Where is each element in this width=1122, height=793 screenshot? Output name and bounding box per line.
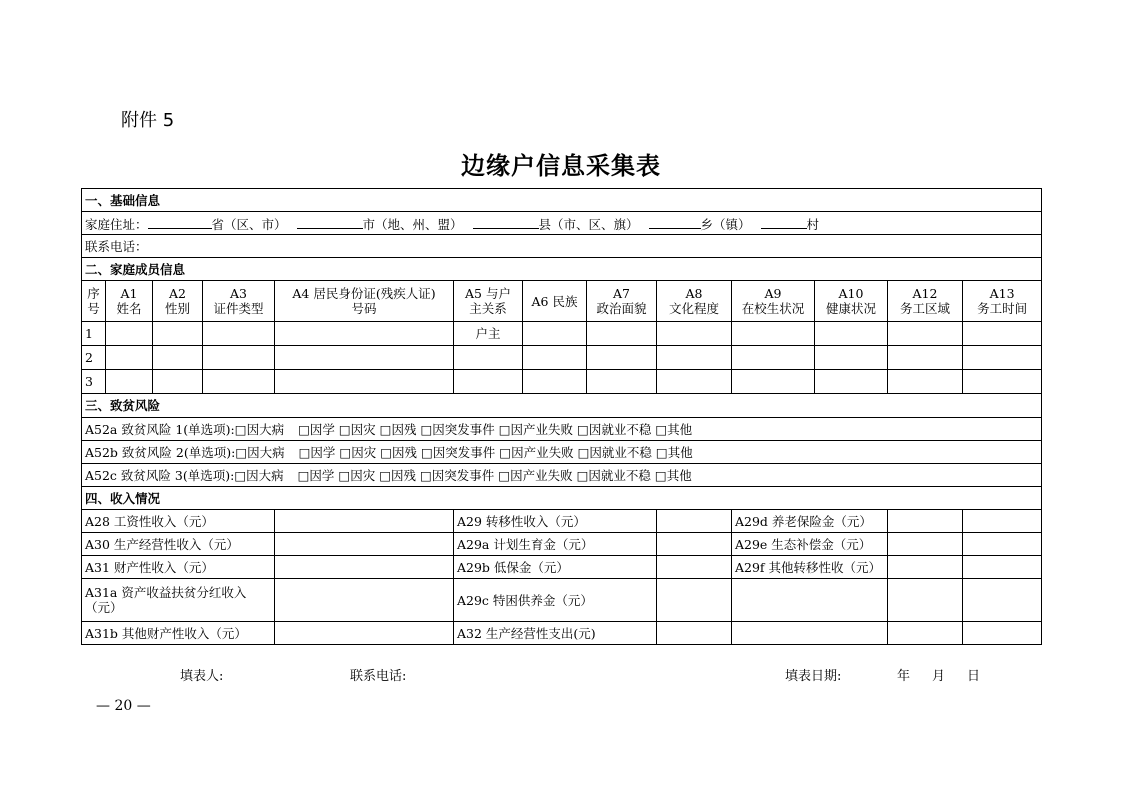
id-number-cell[interactable] (275, 370, 454, 394)
income-value[interactable] (888, 533, 963, 556)
row-number: 3 (82, 370, 106, 394)
header-cell: A9 在校生状况 (732, 281, 815, 322)
income-label: A31a 资产收益扶贫分红收入（元） (82, 579, 275, 622)
income-row (82, 622, 1042, 645)
header-cell: A1 姓名 (106, 281, 153, 322)
income-row (82, 579, 1042, 622)
income-value[interactable] (963, 579, 1042, 622)
section-heading: 二、家庭成员信息 (82, 258, 1042, 281)
header-cell: 序 号 (82, 281, 106, 322)
section-income (82, 487, 1042, 510)
option-disability[interactable]: □因残 (380, 444, 418, 460)
fill-date-label: 填表日期: (785, 669, 842, 684)
work-area-cell[interactable] (888, 370, 963, 394)
option-illness[interactable]: □因大病 (235, 444, 285, 460)
work-area-cell[interactable] (888, 346, 963, 370)
ethnicity-cell[interactable] (523, 322, 587, 346)
income-value[interactable] (963, 510, 1042, 533)
option-disaster[interactable]: □因灾 (338, 467, 376, 483)
city-label: 市（地、州、盟） (362, 216, 463, 232)
education-cell[interactable] (657, 346, 732, 370)
ethnicity-cell[interactable] (523, 346, 587, 370)
income-label: A29f 其他转移性收（元） (732, 556, 888, 579)
option-emergency[interactable]: □因突发事件 (421, 444, 496, 460)
work-area-cell[interactable] (888, 322, 963, 346)
income-label (732, 622, 888, 645)
risk-label: A52b 致贫风险 2(单选项): (85, 444, 236, 460)
work-time-cell[interactable] (963, 346, 1042, 370)
income-value[interactable] (888, 510, 963, 533)
income-label (732, 579, 888, 622)
income-label: A29a 计划生育金（元） (454, 533, 657, 556)
income-label: A29c 特困供养金（元） (454, 579, 657, 622)
section-heading: 一、基础信息 (82, 189, 1042, 212)
income-value[interactable] (963, 622, 1042, 645)
income-row (82, 533, 1042, 556)
member-row (82, 322, 1042, 346)
political-cell[interactable] (587, 346, 657, 370)
income-value[interactable] (657, 510, 732, 533)
header-cell: A8 文化程度 (657, 281, 732, 322)
income-label: A29 转移性收入（元） (454, 510, 657, 533)
income-label: A29d 养老保险金（元） (732, 510, 888, 533)
option-other[interactable]: □其他 (655, 444, 693, 460)
risk-label: A52c 致贫风险 3(单选项): (85, 467, 235, 483)
income-label: A31b 其他财产性收入（元） (82, 622, 275, 645)
city-blank[interactable] (297, 215, 363, 229)
risk-row (82, 418, 1042, 441)
header-cell: A12 务工区域 (888, 281, 963, 322)
income-value[interactable] (657, 622, 732, 645)
income-value[interactable] (657, 579, 732, 622)
option-study[interactable]: □因学 (298, 421, 335, 437)
income-value[interactable] (888, 579, 963, 622)
income-value[interactable] (963, 556, 1042, 579)
income-value[interactable] (275, 556, 454, 579)
village-label: 村 (806, 216, 820, 232)
relation-cell[interactable] (454, 346, 523, 370)
name-cell[interactable] (106, 322, 153, 346)
option-emergency[interactable]: □因突发事件 (420, 421, 495, 437)
id-type-cell[interactable] (203, 370, 275, 394)
gender-cell[interactable] (153, 370, 203, 394)
header-cell: A7 政治面貌 (587, 281, 657, 322)
political-cell[interactable] (587, 322, 657, 346)
income-value[interactable] (275, 510, 454, 533)
education-cell[interactable] (657, 322, 732, 346)
income-row (82, 510, 1042, 533)
member-row (82, 346, 1042, 370)
option-disaster[interactable]: □因灾 (339, 444, 377, 460)
option-unstable-job[interactable]: □因就业不稳 (577, 421, 652, 437)
option-illness[interactable]: □因大病 (234, 421, 285, 437)
id-type-cell[interactable] (203, 346, 275, 370)
info-form-table (81, 188, 1042, 645)
id-number-cell[interactable] (275, 346, 454, 370)
header-cell: A5 与户 主关系 (454, 281, 523, 322)
phone-field[interactable]: 联系电话： (82, 235, 1042, 258)
income-label: A32 生产经营性支出(元) (454, 622, 657, 645)
student-cell[interactable] (732, 370, 815, 394)
gender-cell[interactable] (153, 322, 203, 346)
address-label: 家庭住址： (85, 216, 148, 232)
province-label: 省（区、市） (211, 216, 287, 232)
header-cell: A13 务工时间 (963, 281, 1042, 322)
option-emergency[interactable]: □因突发事件 (420, 467, 495, 483)
student-cell[interactable] (732, 322, 815, 346)
member-header-row (82, 281, 1042, 322)
address-field[interactable] (82, 212, 1042, 235)
option-industry-failure[interactable]: □因产业失败 (498, 467, 573, 483)
risk-label: A52a 致贫风险 1(单选项): (85, 421, 235, 437)
footer-phone-label: 联系电话: (350, 669, 407, 684)
option-study[interactable]: □因学 (298, 444, 336, 460)
option-disaster[interactable]: □因灾 (338, 421, 376, 437)
risk-options[interactable] (82, 418, 1042, 441)
province-blank[interactable] (148, 215, 212, 229)
option-industry-failure[interactable]: □因产业失败 (499, 444, 574, 460)
option-other[interactable]: □其他 (654, 467, 692, 483)
header-cell: A2 性别 (153, 281, 203, 322)
phone-row (82, 235, 1042, 258)
row-number: 2 (82, 346, 106, 370)
section-basic-info (82, 189, 1042, 212)
header-cell: A4 居民身份证(残疾人证) 号码 (275, 281, 454, 322)
name-cell[interactable] (106, 370, 153, 394)
header-cell: A3 证件类型 (203, 281, 275, 322)
name-cell[interactable] (106, 346, 153, 370)
county-blank[interactable] (473, 215, 539, 229)
filler-label: 填表人: (180, 669, 224, 684)
member-row (82, 370, 1042, 394)
id-number-cell[interactable] (275, 322, 454, 346)
header-cell: A6 民族 (523, 281, 587, 322)
option-study[interactable]: □因学 (297, 467, 335, 483)
risk-options[interactable] (82, 464, 1042, 487)
option-industry-failure[interactable]: □因产业失败 (498, 421, 574, 437)
relation-cell[interactable]: 户主 (454, 322, 523, 346)
page-number: — 20 — (96, 698, 151, 714)
income-value[interactable] (275, 579, 454, 622)
income-value[interactable] (963, 533, 1042, 556)
risk-row (82, 441, 1042, 464)
risk-options[interactable] (82, 441, 1042, 464)
day-label: 日 (967, 669, 981, 684)
political-cell[interactable] (587, 370, 657, 394)
attachment-label: 附件 5 (121, 110, 175, 131)
income-value[interactable] (657, 533, 732, 556)
income-value[interactable] (275, 622, 454, 645)
income-value[interactable] (275, 533, 454, 556)
township-blank[interactable] (649, 215, 701, 229)
option-unstable-job[interactable]: □因就业不稳 (577, 444, 652, 460)
form-title: 边缘户信息采集表 (461, 151, 661, 180)
option-unstable-job[interactable]: □因就业不稳 (576, 467, 651, 483)
option-disability[interactable]: □因残 (379, 467, 417, 483)
county-label: 县（市、区、旗） (538, 216, 639, 232)
row-number: 1 (82, 322, 106, 346)
header-cell: A10 健康状况 (815, 281, 888, 322)
village-blank[interactable] (761, 215, 807, 229)
health-cell[interactable] (815, 370, 888, 394)
id-type-cell[interactable] (203, 322, 275, 346)
income-label: A31 财产性收入（元） (82, 556, 275, 579)
option-illness[interactable]: □因大病 (234, 467, 284, 483)
income-row (82, 556, 1042, 579)
township-label: 乡（镇） (700, 216, 751, 232)
income-value[interactable] (888, 556, 963, 579)
relation-cell[interactable] (454, 370, 523, 394)
income-label: A30 生产经营性收入（元） (82, 533, 275, 556)
work-time-cell[interactable] (963, 370, 1042, 394)
income-value[interactable] (657, 556, 732, 579)
section-poverty-risk (82, 394, 1042, 418)
education-cell[interactable] (657, 370, 732, 394)
income-label: A28 工资性收入（元） (82, 510, 275, 533)
gender-cell[interactable] (153, 346, 203, 370)
health-cell[interactable] (815, 322, 888, 346)
year-label: 年 (897, 669, 911, 684)
student-cell[interactable] (732, 346, 815, 370)
income-value[interactable] (888, 622, 963, 645)
section-heading: 三、致贫风险 (82, 394, 1042, 418)
section-family-members (82, 258, 1042, 281)
income-label: A29b 低保金（元） (454, 556, 657, 579)
risk-row (82, 464, 1042, 487)
work-time-cell[interactable] (963, 322, 1042, 346)
month-label: 月 (932, 669, 946, 684)
option-other[interactable]: □其他 (655, 421, 693, 437)
income-label: A29e 生态补偿金（元） (732, 533, 888, 556)
ethnicity-cell[interactable] (523, 370, 587, 394)
health-cell[interactable] (815, 346, 888, 370)
address-row (82, 212, 1042, 235)
option-disability[interactable]: □因残 (379, 421, 417, 437)
section-heading: 四、收入情况 (82, 487, 1042, 510)
